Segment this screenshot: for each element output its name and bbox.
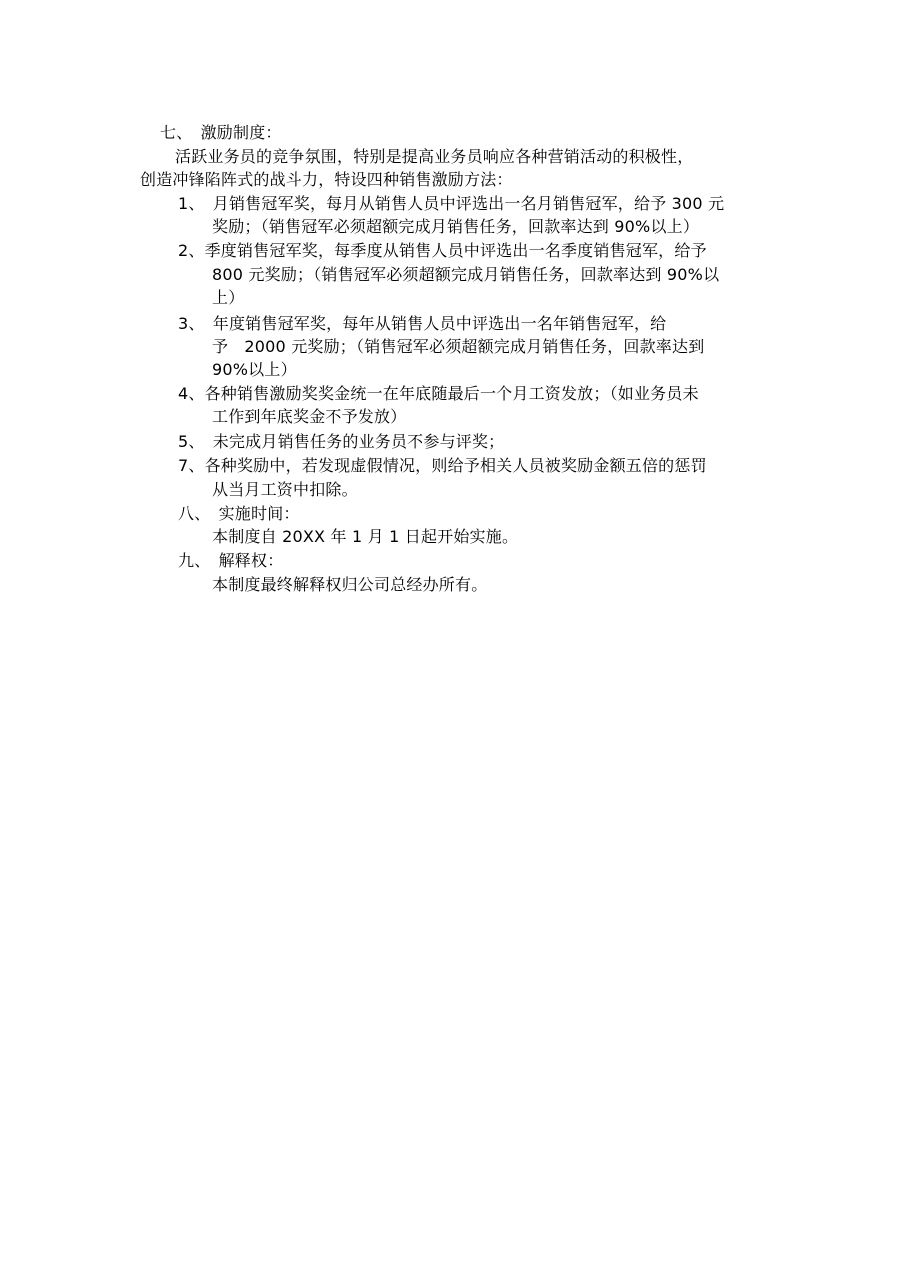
- section-7-intro-line-2: 创造冲锋陷阵式的战斗力，特设四种销售激励方法：: [140, 170, 513, 189]
- item-3-line-3: 90%以上）: [212, 360, 297, 379]
- section-7-heading: 七、 激励制度：: [160, 123, 282, 142]
- section-8-heading: 八、 实施时间：: [178, 504, 300, 523]
- section-9-heading: 九、 解释权：: [178, 551, 284, 570]
- section-7-intro-line-1: 活跃业务员的竞争氛围，特别是提高业务员响应各种营销活动的积极性，: [175, 147, 694, 166]
- item-7-line-2: 从当月工资中扣除。: [212, 480, 358, 499]
- item-4-line-2: 工作到年底奖金不予发放）: [212, 407, 407, 426]
- item-1-line-1: 1、 月销售冠军奖，每月从销售人员中评选出一名月销售冠军，给予 300 元: [178, 194, 725, 213]
- section-9-body: 本制度最终解释权归公司总经办所有。: [212, 575, 488, 594]
- item-4-line-1: 4、各种销售激励奖奖金统一在年底随最后一个月工资发放；（如业务员未: [178, 384, 699, 403]
- item-2-line-2: 800 元奖励；（销售冠军必须超额完成月销售任务，回款率达到 90%以: [212, 265, 720, 284]
- section-8-body: 本制度自 20XX 年 1 月 1 日起开始实施。: [212, 527, 519, 546]
- item-2-line-3: 上）: [212, 288, 245, 307]
- item-2-line-1: 2、季度销售冠军奖，每季度从销售人员中评选出一名季度销售冠军，给予: [178, 241, 707, 260]
- item-3-line-2: 予 2000 元奖励；（销售冠军必须超额完成月销售任务，回款率达到: [212, 337, 705, 356]
- item-5-line-1: 5、 未完成月销售任务的业务员不参与评奖；: [178, 432, 505, 451]
- item-3-line-1: 3、 年度销售冠军奖，每年从销售人员中评选出一名年销售冠军，给: [178, 314, 667, 333]
- item-7-line-1: 7、各种奖励中，若发现虚假情况，则给予相关人员被奖励金额五倍的惩罚: [178, 456, 707, 475]
- item-1-line-2: 奖励；（销售冠军必须超额完成月销售任务，回款率达到 90%以上）: [212, 217, 700, 236]
